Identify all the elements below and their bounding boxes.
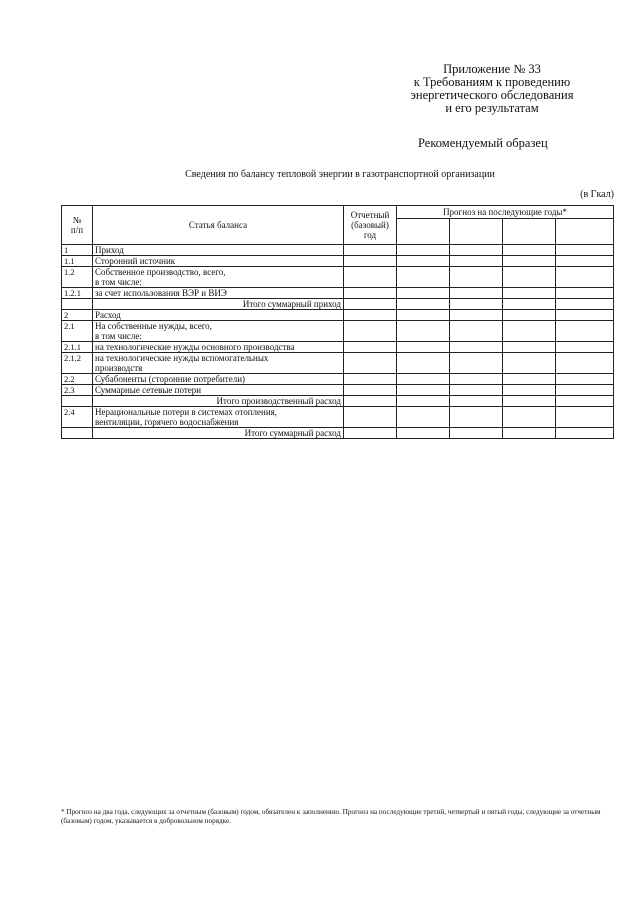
row-number <box>62 396 93 407</box>
forecast-cell <box>450 385 503 396</box>
row-label: Итого суммарный приход <box>93 299 344 310</box>
forecast-cell <box>397 321 450 342</box>
base-year-cell <box>344 396 397 407</box>
forecast-cell <box>397 288 450 299</box>
forecast-cell <box>503 267 556 288</box>
forecast-cell <box>397 353 450 374</box>
col-base-year-header: Отчетный (базовый) год <box>344 206 397 245</box>
table-total-row <box>62 299 614 310</box>
document-title: Сведения по балансу тепловой энергии в газотранспортной организации <box>185 169 495 180</box>
forecast-cell <box>450 267 503 288</box>
forecast-cell <box>556 342 614 353</box>
forecast-cell <box>450 321 503 342</box>
forecast-cell <box>450 353 503 374</box>
forecast-cell <box>556 428 614 439</box>
forecast-cell <box>450 342 503 353</box>
row-label: на технологические нужды вспомогательных производств <box>93 353 344 374</box>
forecast-cell <box>556 374 614 385</box>
row-number: 2.1.1 <box>62 342 93 353</box>
forecast-cell <box>450 256 503 267</box>
forecast-cell <box>397 407 450 428</box>
base-year-cell <box>344 353 397 374</box>
forecast-cell <box>556 288 614 299</box>
table-row <box>62 374 614 385</box>
row-label: Приход <box>93 245 344 256</box>
base-year-cell <box>344 299 397 310</box>
base-year-cell <box>344 374 397 385</box>
forecast-cell <box>503 321 556 342</box>
row-label: на технологические нужды основного производства <box>93 342 344 353</box>
forecast-cell <box>450 374 503 385</box>
forecast-cell <box>397 342 450 353</box>
table-section-row <box>62 310 614 321</box>
row-label: Нерациональные потери в системах отопления, вентиляции, горячего водоснабжения <box>93 407 344 428</box>
row-number <box>62 428 93 439</box>
forecast-cell <box>503 428 556 439</box>
appendix-line: и его результатам <box>445 101 539 115</box>
forecast-cell <box>503 407 556 428</box>
table-total-row <box>62 396 614 407</box>
base-year-cell <box>344 342 397 353</box>
base-year-cell <box>344 321 397 342</box>
forecast-cell <box>556 396 614 407</box>
forecast-cell <box>503 299 556 310</box>
forecast-cell <box>503 385 556 396</box>
base-year-cell <box>344 267 397 288</box>
forecast-cell <box>450 396 503 407</box>
forecast-cell <box>397 299 450 310</box>
row-number <box>62 299 93 310</box>
units-label: (в Гкал) <box>580 189 614 200</box>
table-row <box>62 321 614 342</box>
forecast-cell <box>397 310 450 321</box>
forecast-cell <box>503 245 556 256</box>
forecast-cell <box>397 374 450 385</box>
row-number: 1.2.1 <box>62 288 93 299</box>
forecast-cell <box>450 299 503 310</box>
table-row <box>62 342 614 353</box>
row-number: 1.1 <box>62 256 93 267</box>
forecast-year-cell <box>503 219 556 245</box>
table-row <box>62 256 614 267</box>
forecast-cell <box>556 321 614 342</box>
table-row <box>62 407 614 428</box>
forecast-cell <box>450 407 503 428</box>
forecast-cell <box>397 245 450 256</box>
forecast-year-cell <box>556 219 614 245</box>
row-label: Суммарные сетевые потери <box>93 385 344 396</box>
forecast-cell <box>397 385 450 396</box>
row-label: Расход <box>93 310 344 321</box>
forecast-cell <box>450 245 503 256</box>
row-label: Субабоненты (сторонние потребители) <box>93 374 344 385</box>
forecast-cell <box>397 428 450 439</box>
base-year-cell <box>344 407 397 428</box>
row-number: 2.2 <box>62 374 93 385</box>
table-row <box>62 353 614 374</box>
forecast-cell <box>503 256 556 267</box>
forecast-cell <box>556 407 614 428</box>
sample-label: Рекомендуемый образец <box>418 136 548 150</box>
forecast-cell <box>503 342 556 353</box>
forecast-cell <box>450 428 503 439</box>
table-total-row <box>62 428 614 439</box>
base-year-cell <box>344 428 397 439</box>
col-item-header: Статья баланса <box>93 206 344 245</box>
row-label: Итого суммарный расход <box>93 428 344 439</box>
col-forecast-header: Прогноз на последующие годы* <box>397 206 614 219</box>
forecast-cell <box>503 288 556 299</box>
forecast-year-cell <box>450 219 503 245</box>
row-number: 2.1.2 <box>62 353 93 374</box>
forecast-cell <box>556 299 614 310</box>
table-row <box>62 385 614 396</box>
appendix-line: к Требованиям к проведению <box>413 75 571 89</box>
forecast-cell <box>503 396 556 407</box>
table-section-row <box>62 245 614 256</box>
table-row <box>62 267 614 288</box>
base-year-cell <box>344 385 397 396</box>
base-year-cell <box>344 256 397 267</box>
appendix-line: Приложение № 33 <box>443 62 541 76</box>
forecast-cell <box>397 396 450 407</box>
row-label: Итого производственный расход <box>93 396 344 407</box>
row-label: Сторонний источник <box>93 256 344 267</box>
base-year-cell <box>344 245 397 256</box>
row-label: Собственное производство, всего, в том числе: <box>93 267 344 288</box>
table-body <box>62 245 614 439</box>
appendix-header <box>382 63 602 115</box>
base-year-cell <box>344 310 397 321</box>
footnote: * Прогноз на два года, следующих за отчетным (базовым) годом, обязателен к заполнению. Прогноз на последующие третий, четвертый и пятый годы, следующие за отчетным (базовым) годом, указывается в добровольном порядке. <box>61 808 601 825</box>
appendix-line: энергетического обследования <box>410 88 574 102</box>
forecast-year-cell <box>397 219 450 245</box>
row-number: 2.1 <box>62 321 93 342</box>
row-number: 2.4 <box>62 407 93 428</box>
row-label: за счет использования ВЭР и ВИЭ <box>93 288 344 299</box>
row-number: 1.2 <box>62 267 93 288</box>
forecast-cell <box>503 310 556 321</box>
forecast-cell <box>503 374 556 385</box>
row-number: 1 <box>62 245 93 256</box>
col-num-header: № п/п <box>62 206 93 245</box>
forecast-cell <box>556 385 614 396</box>
row-number: 2.3 <box>62 385 93 396</box>
forecast-cell <box>556 353 614 374</box>
base-year-cell <box>344 288 397 299</box>
balance-table <box>61 205 614 439</box>
forecast-cell <box>556 310 614 321</box>
forecast-cell <box>503 353 556 374</box>
forecast-cell <box>450 288 503 299</box>
row-number: 2 <box>62 310 93 321</box>
forecast-cell <box>450 310 503 321</box>
forecast-cell <box>556 256 614 267</box>
row-label: На собственные нужды, всего, в том числе: <box>93 321 344 342</box>
forecast-cell <box>397 256 450 267</box>
forecast-cell <box>556 245 614 256</box>
table-row <box>62 288 614 299</box>
forecast-cell <box>556 267 614 288</box>
forecast-cell <box>397 267 450 288</box>
